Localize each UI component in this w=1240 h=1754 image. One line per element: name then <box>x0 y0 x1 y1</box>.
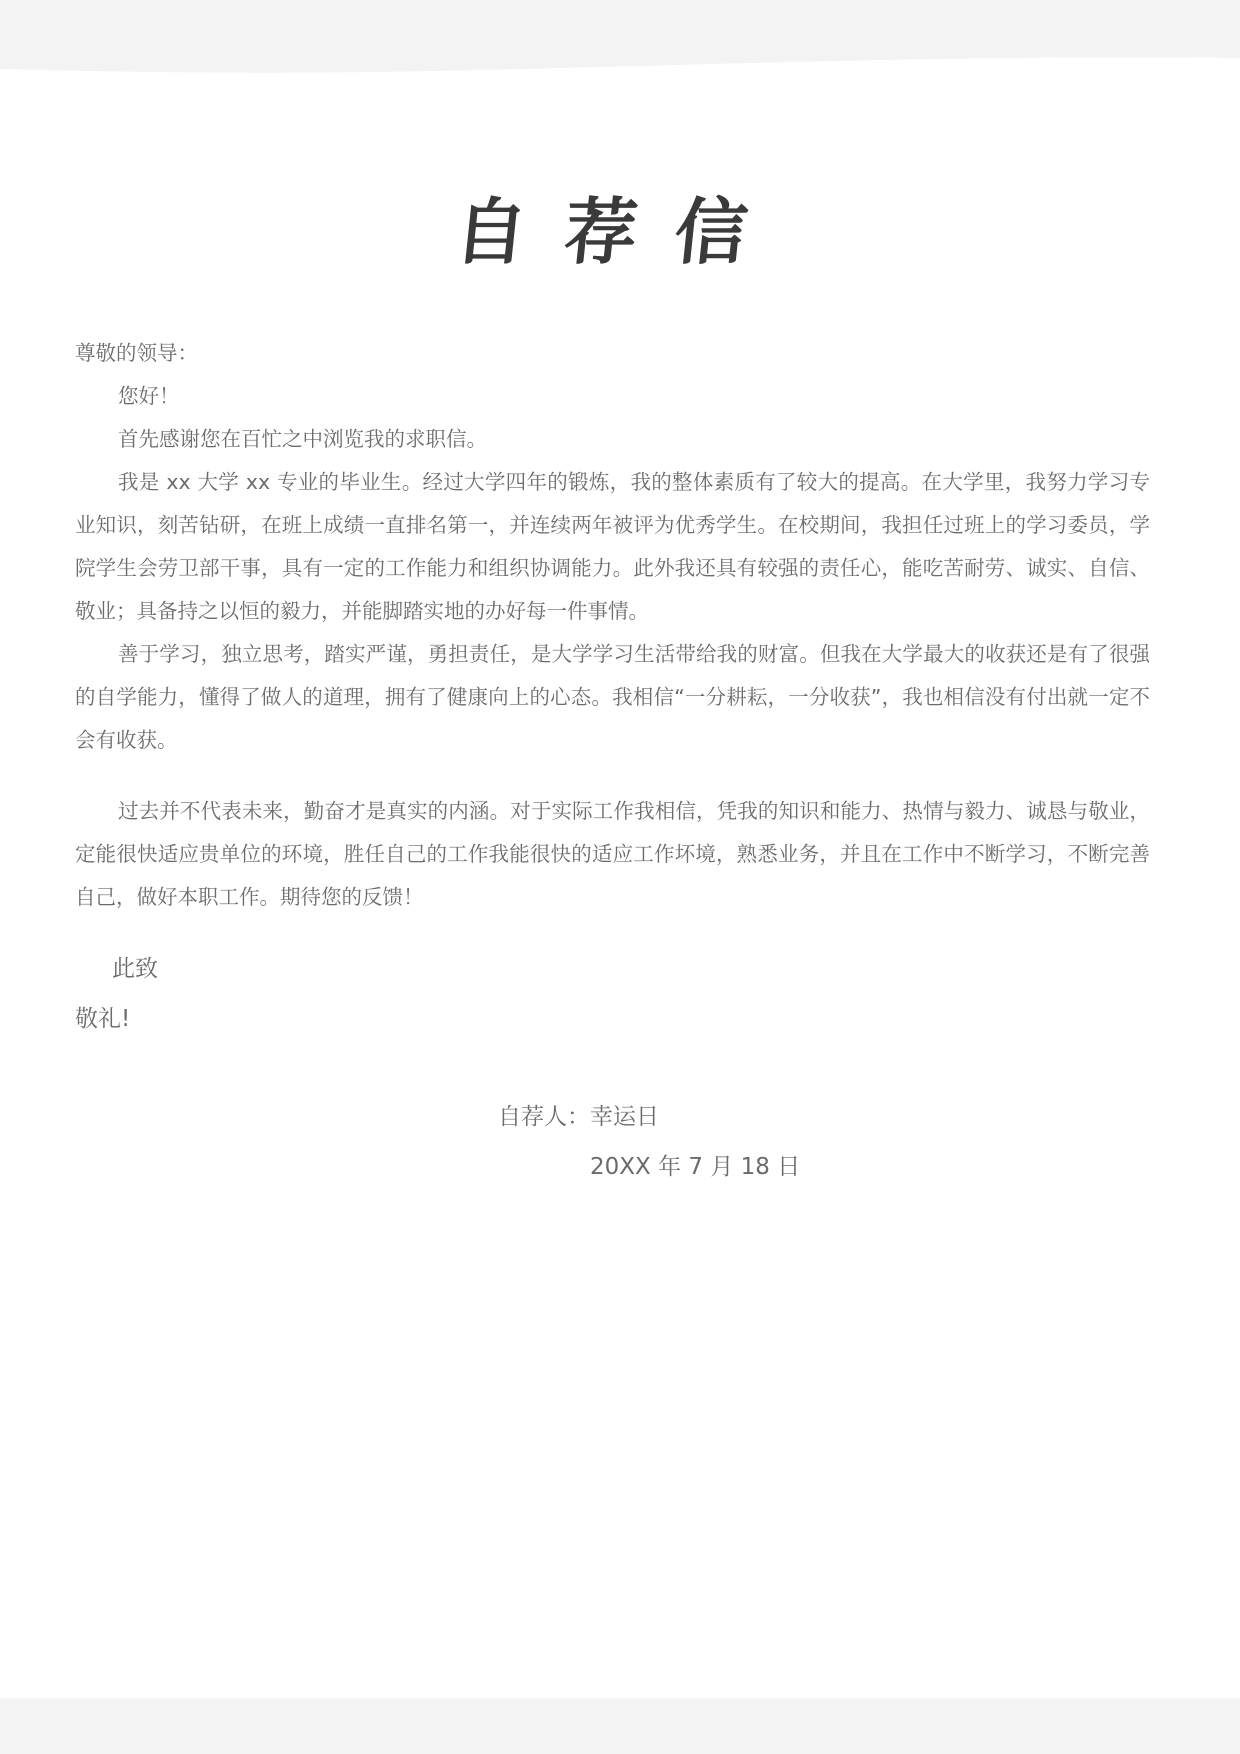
closing-phrase: 此致 <box>112 956 158 982</box>
paragraph-1: 我是 xx 大学 xx 专业的毕业生。经过大学四年的锻炼，我的整体素质有了较大的提高。在大学里，我努力学习专业知识，刻苦钻研，在班上成绩一直排名第一，并连续两年被评为优秀学生。在校期间，我担任过班上的学习委员，学院学生会劳卫部干事，具有一定的工作能力和组织协调能力。此外我还具有较强的责任心，能吃苦耐劳、诚实、自信、敬业；具备持之以恒的毅力，并能脚踏实地的办好每一件事情。 <box>75 470 1150 623</box>
signer-name: 自荐人：幸运日 <box>498 1104 659 1130</box>
intro-line: 首先感谢您在百忙之中浏览我的求职信。 <box>118 427 487 451</box>
document-title: 自荐信 <box>450 189 790 274</box>
header-wave-decoration <box>0 0 1240 80</box>
paragraph-spacer <box>75 762 1150 790</box>
letter-body <box>75 332 1150 919</box>
letter-date: 20XX 年 7 月 18 日 <box>590 1154 801 1180</box>
closing-salute: 敬礼! <box>75 1006 131 1032</box>
paragraph-2: 善于学习，独立思考，踏实严谨，勇担责任，是大学学习生活带给我的财富。但我在大学最大的收获还是有了很强的自学能力，懂得了做人的道理，拥有了健康向上的心态。我相信“一分耕耘，一分收获”，我也相信没有付出就一定不会有收获。 <box>75 642 1150 752</box>
greeting: 您好！ <box>118 384 180 408</box>
footer-band <box>0 1698 1240 1754</box>
salutation: 尊敬的领导： <box>75 341 198 365</box>
paragraph-3: 过去并不代表未来，勤奋才是真实的内涵。对于实际工作我相信，凭我的知识和能力、热情与毅力、诚恳与敬业，定能很快适应贵单位的环境，胜任自己的工作我能很快的适应工作坏境，熟悉业务，并且在工作中不断学习，不断完善自己，做好本职工作。期待您的反馈！ <box>75 799 1150 909</box>
